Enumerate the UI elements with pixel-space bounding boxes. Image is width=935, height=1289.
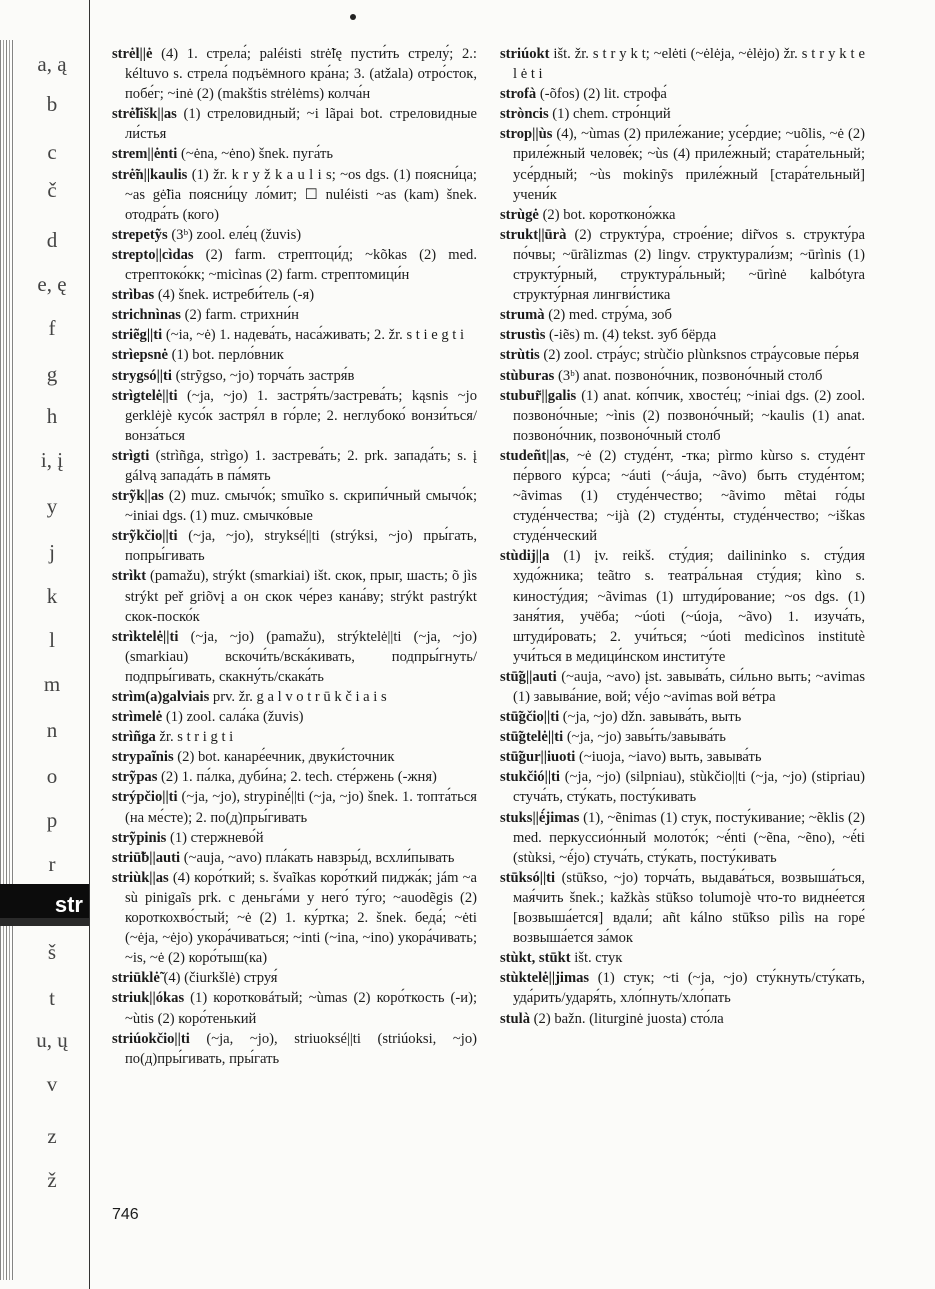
headword: strùtis: [500, 347, 540, 364]
definition: (1) chem. стро́нций: [548, 106, 671, 123]
headword: stū̃gtelė||ti: [500, 729, 564, 746]
definition: (2) 1. па́лка, дуби́на; 2. tech. сте́ржень (-жня): [157, 769, 437, 786]
headword: strukt||ūrà: [500, 226, 567, 243]
letter-tab[interactable]: l: [49, 628, 55, 652]
right-column: [500, 44, 865, 1029]
headword: striuk||ókas: [112, 990, 185, 1007]
headword: strypaĩnis: [112, 749, 174, 766]
dictionary-entry: [500, 948, 865, 968]
dictionary-entry: [112, 366, 477, 386]
headword: strop||ùs: [500, 126, 553, 143]
headword: strìkt: [112, 568, 147, 585]
headword: strỹpinis: [112, 829, 167, 846]
headword: striū̃b||auti: [112, 849, 181, 866]
definition: (1) стреловидный; ~i lãpai bot. стреловидные ли́стья: [125, 106, 477, 143]
dictionary-entry: [500, 868, 865, 948]
definition: (2) farm. стрептоци́д; ~kõkas (2) med. стрептоко́кк; ~micìnas (2) farm. стрептомици́н: [125, 246, 477, 284]
dictionary-entry: [500, 124, 865, 204]
headword: strem||ėnti: [112, 146, 178, 163]
definition: (~ja, ~jo), stryksé||ti (strýksi, ~jo) пры́гать, попры́гивать: [125, 528, 477, 565]
headword: strofà: [500, 86, 537, 103]
letter-tab[interactable]: c: [47, 140, 57, 164]
definition: (2) bažn. (liturginė juosta) сто́ла: [530, 1010, 724, 1027]
definition: (1) žr. k r y ž k a u l i s; ~os dgs. (1) поясни́ца; ~as gė̃lia поясни́цу ло́мит; ☐ nuléisti ~as (kam) šnek. отодра́ть (кого): [125, 166, 477, 223]
letter-tab[interactable]: d: [46, 228, 58, 252]
definition: (3ᵇ) anat. позвоно́чник, позвоно́чный столб: [554, 367, 823, 384]
dictionary-entry: [112, 727, 477, 747]
headword: stuks||ė́jimas: [500, 809, 580, 826]
definition: išt. žr. s t r y k t; ~elėti (~ėlėja, ~ėlėjo) žr. s t r y k t e l ė t i: [513, 46, 865, 83]
definition: išt. стук: [570, 950, 623, 967]
definition: (4) šnek. истреби́тель (-я): [154, 287, 315, 304]
headword: strė̃n||kaulis: [112, 166, 188, 183]
definition: (4) (čiurkšlė) струя́: [159, 970, 278, 987]
definition: (2) muz. смычо́к; smuĩko s. скрипи́чный смычо́к; ~iniai dgs. (1) muz. смычко́вые: [125, 488, 477, 525]
dictionary-entry: [112, 707, 477, 727]
definition: , ~ė (2) студе́нт, -тка; pìrmo kùrso s. студе́нт пе́рвого ку́рса; ~áuti (~áuja, ~ãvo) быть студе́нтом; ~ãvimas (1) студе́нчество; ~ãvimo mẽtai го́ды студе́нчества; ~ijà (2) студе́нты, студе́нчество; ~iškas студе́нческий: [513, 447, 865, 545]
letter-tab[interactable]: ž: [47, 1168, 57, 1192]
dictionary-entry: [500, 366, 865, 386]
dictionary-entry: [112, 305, 477, 325]
headword: strìmelė: [112, 709, 163, 726]
headword: strỹk||as: [112, 488, 164, 505]
dictionary-entry: [112, 848, 477, 868]
letter-tab[interactable]: š: [47, 940, 57, 964]
definition: (1) įv. reikš. сту́дия; dailininko s. сту́дия худо́жника; teãtro s. театра́льная сту́дия; kìno s. киносту́дия; ~ãvimas (1) штуди́рование; ~os dgs. (1) заня́тия, учёба; ~úoti (~úoja, ~ãvo) 1. изуча́ть, штуди́ровать; 2. учи́ться; ~úoti medicìnos institutè учи́ться в медици́нском институ́те: [513, 548, 865, 665]
definition: (2) bot. коротконо́жка: [538, 206, 676, 223]
dictionary-entry: [112, 767, 477, 787]
dictionary-entry: [112, 968, 477, 988]
headword: stukčió||ti: [500, 769, 560, 786]
definition: (-iẽs) m. (4) tekst. зуб бёрда: [545, 327, 717, 344]
dictionary-entry: [112, 988, 477, 1028]
alphabet-thumb-index: [0, 0, 90, 1289]
dictionary-entry: [500, 727, 865, 747]
definition: (2) med. стру́ма, зоб: [544, 307, 672, 324]
definition: (~ia, ~ė) 1. надева́ть, наса́живать; 2. žr. s t i e g t i: [162, 327, 465, 344]
headword: stùburas: [500, 367, 555, 384]
page-edge-marks: [0, 40, 14, 1280]
headword: stùdij||a: [500, 548, 550, 565]
margin-rule: [89, 0, 90, 1289]
headword: stū̃gur||iuoti: [500, 749, 576, 766]
definition: (4) коро́ткий; s. švaĩkas коро́ткий пиджа́к; jám ~a sù pinigaĩs prk. с деньга́ми у него́ ту́го; ~auodẽgis (2) короткохво́стый; ~ė (2) 1. ку́ртка; 2. šnek. беда́; ~ėti (~ėja, ~ėjo) укора́чиваться; ~inti (~ina, ~ino) укора́чивать; ~is, ~ė (2) коро́тыш(ка): [125, 869, 477, 967]
headword: strìgtelė||ti: [112, 387, 178, 404]
headword: strepetỹs: [112, 226, 168, 243]
dictionary-entry: [112, 868, 477, 968]
dictionary-entry: [500, 808, 865, 868]
letter-tab[interactable]: y: [46, 494, 58, 518]
dictionary-entry: [112, 225, 477, 245]
dictionary-entry: [112, 165, 477, 225]
letter-tab[interactable]: j: [49, 540, 55, 564]
definition: (~auja, ~avo) пла́кать навзры́д, всхли́пывать: [180, 849, 455, 866]
dictionary-entry: [500, 84, 865, 104]
definition: (2) farm. стрихни́н: [180, 307, 299, 324]
definition: (~auja, ~avo) įst. завыва́ть, си́льно выть; ~avimas (1) завыва́ние, вой; vė́jo ~avimas вой ве́тра: [513, 668, 865, 705]
letter-tab[interactable]: r: [48, 852, 56, 876]
dictionary-entry: [500, 446, 865, 546]
dictionary-entry: [112, 1029, 477, 1069]
letter-tab[interactable]: v: [46, 1072, 58, 1096]
dictionary-entry: [500, 1009, 865, 1029]
headword: stū̃g||auti: [500, 668, 557, 685]
letter-tab[interactable]: h: [46, 404, 58, 428]
headword: stubur̃||galis: [500, 387, 577, 404]
definition: (1) стержнево́й: [166, 829, 264, 846]
dictionary-entry: [500, 225, 865, 305]
dictionary-entry: [112, 345, 477, 365]
page-number: 746: [112, 1206, 139, 1223]
definition: (1) коротковáтый; ~ùmas (2) коро́ткость (-и); ~ùtis (2) коро́тенький: [125, 990, 477, 1027]
letter-tab[interactable]: m: [43, 672, 61, 696]
headword: stròncis: [500, 106, 549, 123]
definition: (1) стук; ~ti (~ja, ~jo) сту́кнуть/сту́кать, уда́рить/ударя́ть, хло́пнуть/хло́пать: [513, 970, 865, 1007]
definition: (~ja, ~jo) (pamažu), strýktelė||ti (~ja, ~jo) (smarkiau) вскочи́ть/вска́кивать, подпры́гнуть/подпры́гивать, скакну́ть/скака́ть: [125, 628, 477, 685]
definition: (1) anat. ко́пчик, хвосте́ц; ~iniai dgs. (2) zool. позвоно́чные; ~ìnis (2) позвоно́чный; ~kaulis (1) anat. позвоно́чник, позвоно́чный столб: [513, 387, 865, 444]
letter-tab[interactable]: g: [46, 362, 58, 386]
dictionary-entry: [500, 386, 865, 446]
definition: žr. s t r i g t i: [155, 729, 234, 746]
dictionary-entry: [500, 44, 865, 84]
dictionary-entry: [112, 144, 477, 164]
letter-tab[interactable]: a, ą: [37, 52, 67, 76]
headword: strìbas: [112, 287, 155, 304]
print-dot: [350, 14, 356, 20]
definition: (~ėna, ~ėno) šnek. пуга́ть: [177, 146, 334, 163]
headword: strìm(a)galviais: [112, 689, 210, 705]
headword: strìepsnė: [112, 347, 168, 364]
definition: (-õfos) (2) lit. строфа́: [536, 86, 667, 103]
headword: striúokčio||ti: [112, 1030, 190, 1047]
dictionary-entry: [500, 667, 865, 707]
letter-tab[interactable]: b: [46, 92, 58, 116]
definition: (4) 1. стрела́; paléisti strė̃lę пусти́ть стрелу́; 2.: kéltuvo s. стрела́ подъёмного кра́на; 3. (atžala) отро́сток, побе́г; ~inė (2) (makštis strėlėms) колча́н: [125, 46, 477, 103]
headword: stùkt, stūkt: [500, 950, 571, 967]
dictionary-entry: [112, 828, 477, 848]
letter-tab[interactable]: z: [47, 1124, 57, 1148]
definition: (2) zool. стра́ус; strùčio plùnksnos стра́усовые пе́рья: [539, 347, 860, 364]
dictionary-entry: [112, 687, 477, 707]
dictionary-entry: [112, 787, 477, 827]
definition: (2) структу́ра, строе́ние; dir̃vos s. структу́ра по́чвы; ~ūrãlizmas (2) lingv. структурали́зм; ~ūrìnis (1) структу́рный, структура́льный; ~ūrìnė kalbótyra структу́рная лингви́стика: [513, 226, 865, 304]
dictionary-entry: [500, 325, 865, 345]
letter-tab[interactable]: o: [46, 764, 58, 788]
definition: (stū̃kso, ~jo) торча́ть, выдава́ться, возвыша́ться, мая́чить šnek.; kažkàs stū̃kso tolumojè что-то видне́ется [возвыша́ется] вдали́; añt kálno stū̃kso pilìs на горе́ возвыша́ется за́мок: [513, 869, 865, 947]
dictionary-entry: [112, 386, 477, 446]
dictionary-entry: [112, 285, 477, 305]
headword: strėl||ė: [112, 46, 153, 62]
dictionary-entry: [112, 526, 477, 566]
headword: strė̃lišk||as: [112, 106, 177, 123]
headword: strepto||cìdas: [112, 246, 194, 263]
headword: striūklė̃: [112, 970, 160, 987]
definition: (3ᵇ) zool. еле́ц (žuvis): [167, 226, 302, 243]
definition: prv. žr. g a l v o t r ū k č i a i s: [209, 689, 387, 705]
definition: (4), ~ùmas (2) приле́жание; усе́рдие; ~uõlis, ~ė (2) приле́жный челове́к; ~ùs (4) приле́жный; стара́тельный; усе́рдный; ~ùs mokinỹs приле́жный [стара́тельный] учени́к: [513, 126, 865, 203]
headword: stū̃gčio||ti: [500, 709, 560, 726]
dictionary-entry: [500, 968, 865, 1008]
definition: (pamažu), strýkt (smarkiai) išt. скок, прыг, шасть; õ jìs strýkt peř griõvį а он скок че́рез кана́ву; strýkt pastrýkt скок-поско́к: [125, 568, 477, 625]
letter-tab[interactable]: k: [46, 584, 58, 608]
dictionary-entry: [500, 546, 865, 667]
dictionary-entry: [112, 104, 477, 144]
dictionary-entry: [112, 627, 477, 687]
letter-tab[interactable]: str: [0, 884, 89, 926]
dictionary-entry: [500, 104, 865, 124]
definition: (1), ~ẽnimas (1) стук, посту́кивание; ~ẽklis (2) med. перкуссио́нный молото́к; ~ė́nti (~ẽna, ~ẽno), ~ė́ti (stùksi, ~ė́jo) стуча́ть, сту́кать, посту́кивать: [513, 809, 865, 866]
headword: strìgti: [112, 447, 150, 464]
letter-tab[interactable]: f: [48, 316, 56, 340]
dictionary-entry: [112, 747, 477, 767]
dictionary-entry: [112, 44, 477, 104]
dictionary-entry: [500, 305, 865, 325]
headword: strygsó||ti: [112, 367, 172, 384]
headword: stulà: [500, 1010, 531, 1027]
letter-tab[interactable]: č: [47, 178, 57, 202]
letter-tab[interactable]: t: [49, 986, 55, 1010]
dictionary-entry: [500, 205, 865, 225]
headword: strichnìnas: [112, 307, 181, 324]
left-column: [112, 44, 477, 1069]
definition: (1) zool. сала́ка (žuvis): [162, 709, 304, 726]
definition: (~ja, ~jo) завы́ть/завыва́ть: [563, 729, 726, 746]
headword: strìktelė||ti: [112, 628, 179, 645]
headword: strìñga: [112, 729, 156, 746]
headword: striùk||as: [112, 869, 169, 886]
headword: studeñt||as: [500, 447, 566, 464]
headword: striẽg||ti: [112, 327, 163, 344]
definition: (1) bot. перло́вник: [167, 347, 284, 364]
definition: (strìñga, strìgo) 1. застрева́ть; 2. prk. запада́ть; s. į gálvą запада́ть в па́мять: [125, 447, 477, 484]
definition: (2) bot. канаре́ечник, двуки́сточник: [173, 749, 395, 766]
definition: (~ja, ~jo) 1. застря́ть/застрева́ть; kąsnis ~jo gerklėjè кусо́к застря́л в го́рле; 2. неглубоко́ вонзи́ться/вонза́ться: [125, 387, 477, 444]
headword: strýpčio||ti: [112, 789, 178, 806]
dictionary-entry: [500, 767, 865, 807]
headword: strỹpas: [112, 769, 158, 786]
dictionary-entry: [112, 325, 477, 345]
headword: strustìs: [500, 327, 546, 344]
letter-tab[interactable]: i, į: [40, 448, 64, 472]
definition: (strỹgso, ~jo) торча́ть застря́в: [171, 367, 355, 384]
headword: stùktelė||jimas: [500, 970, 590, 987]
definition: (~iuoja, ~iavo) выть, завыва́ть: [575, 749, 762, 766]
dictionary-entry: [112, 566, 477, 626]
headword: stūksó||ti: [500, 869, 556, 886]
letter-tab[interactable]: p: [46, 808, 58, 832]
headword: strỹkčio||ti: [112, 528, 178, 545]
definition: (~ja, ~jo), striuoksé||ti (striúoksi, ~jo) по(д)пры́гивать, пры́гать: [125, 1030, 477, 1067]
dictionary-entry: [500, 345, 865, 365]
dictionary-entry: [500, 747, 865, 767]
definition: (~ja, ~jo) (silpniau), stùkčio||ti (~ja, ~jo) (stipriau) стуча́ть, сту́кать, посту́кивать: [513, 769, 865, 806]
letter-tab[interactable]: u, ų: [36, 1028, 68, 1052]
dictionary-entry: [500, 707, 865, 727]
dictionary-entry: [112, 486, 477, 526]
dictionary-entry: [112, 446, 477, 486]
headword: striúokt: [500, 46, 550, 62]
definition: (~ja, ~jo) džn. завыва́ть, выть: [559, 709, 742, 726]
headword: strùgė: [500, 206, 539, 223]
letter-tab[interactable]: e, ę: [37, 272, 67, 296]
dictionary-entry: [112, 245, 477, 285]
letter-tab[interactable]: n: [46, 718, 58, 742]
headword: strumà: [500, 307, 545, 324]
definition: (~ja, ~jo), strypinė́||ti (~ja, ~jo) šnek. 1. топта́ться (на ме́сте); 2. по(д)пры́гивать: [125, 789, 477, 826]
